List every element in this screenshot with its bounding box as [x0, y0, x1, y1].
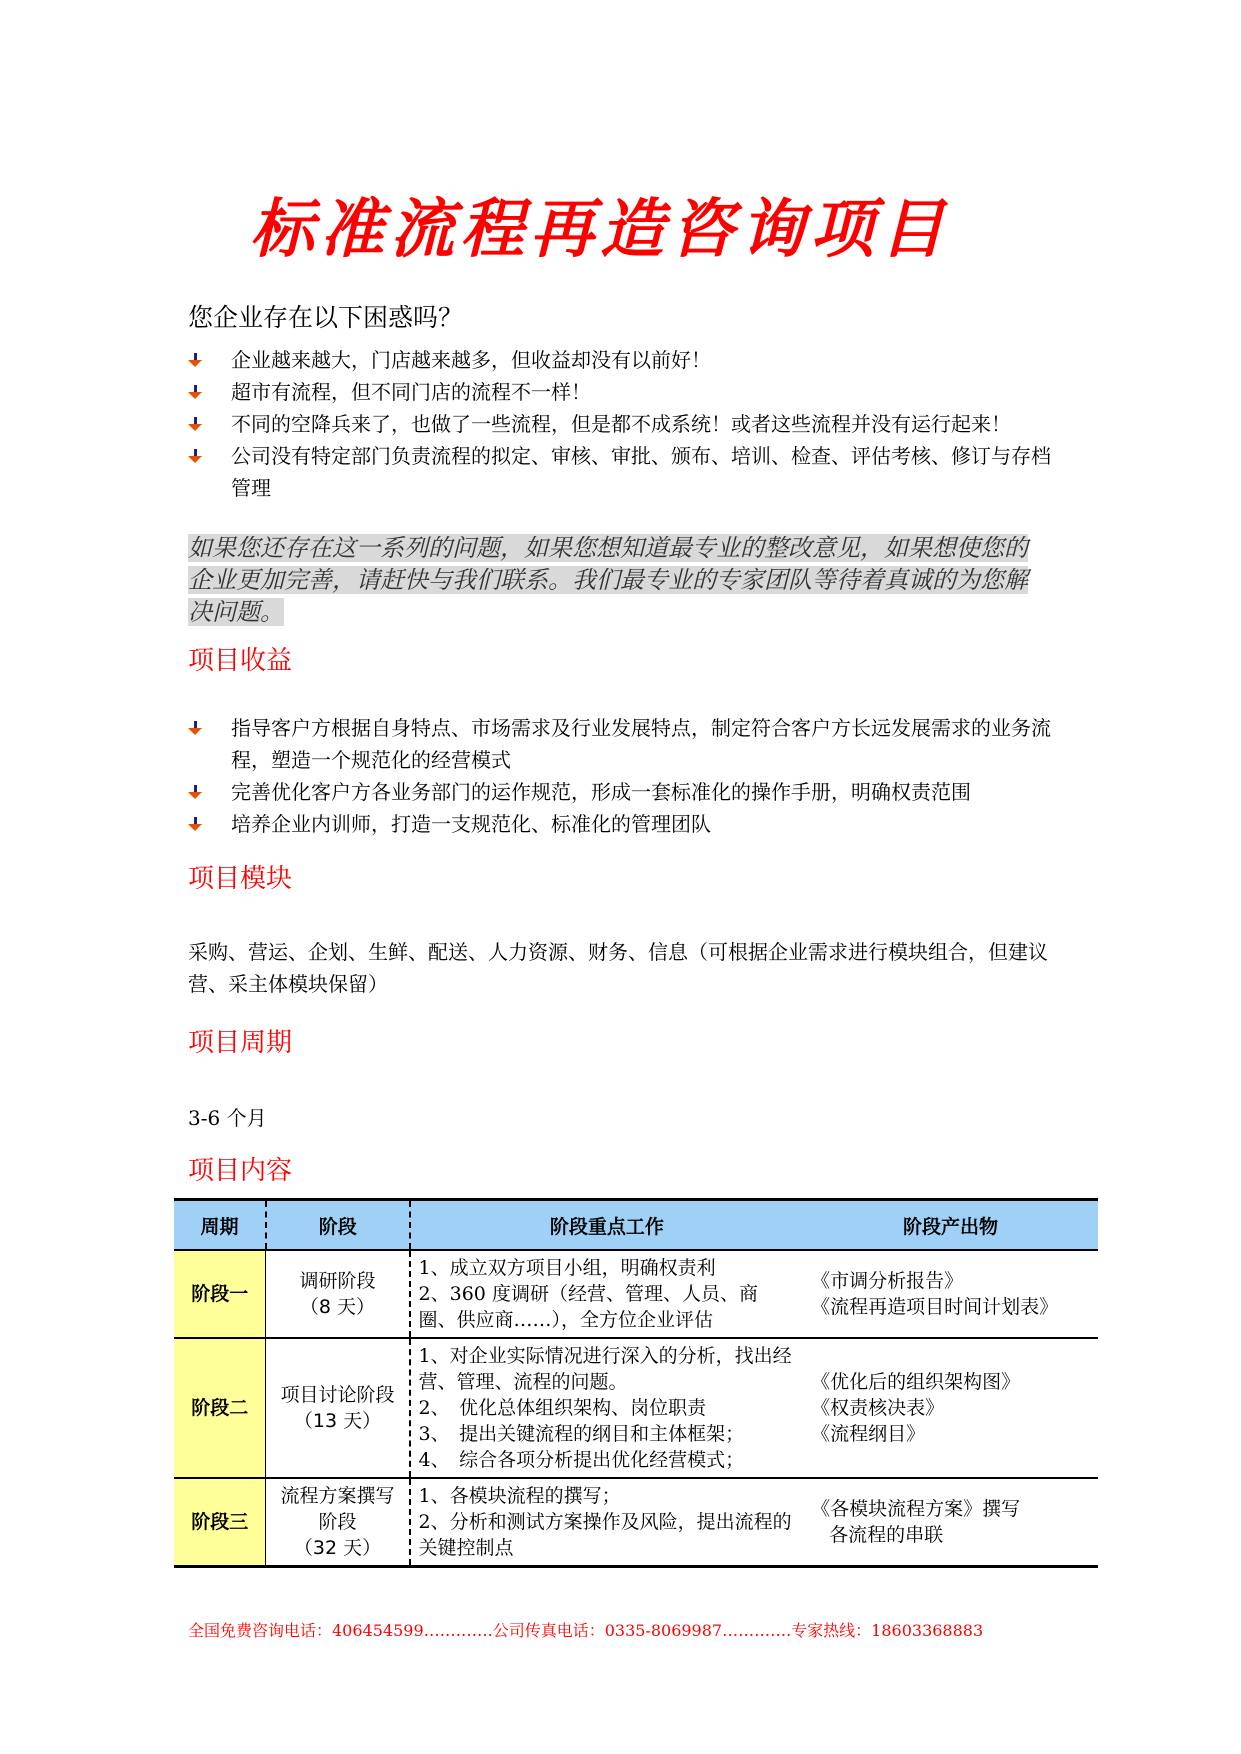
- arrow-bullet-icon: [188, 449, 202, 463]
- callout-text: 如果您还存在这一系列的问题，如果您想知道最专业的整改意见，如果想使您的企业更加完善，请赶快与我们联系。我们最专业的专家团队等待着真诚的为您解决问题。: [188, 534, 1028, 626]
- stage-cell: 阶段一: [174, 1250, 266, 1338]
- benefits-list: [188, 712, 1068, 840]
- arrow-bullet-icon: [188, 721, 202, 735]
- period-text: 3-6 个月: [188, 1106, 267, 1130]
- table-row: [174, 1478, 1098, 1567]
- table-header-row: [174, 1200, 1098, 1251]
- header-phase: 阶段: [266, 1200, 410, 1251]
- arrow-bullet-icon: [188, 417, 202, 431]
- phase-cell: 流程方案撰写阶段 （32 天）: [266, 1478, 410, 1567]
- list-item: 指导客户方根据自身特点、市场需求及行业发展特点，制定符合客户方长远发展需求的业务流程，塑造一个规范化的经营模式: [188, 712, 1068, 776]
- table-row: [174, 1250, 1098, 1338]
- phase-cell: 调研阶段 （8 天）: [266, 1250, 410, 1338]
- table-row: [174, 1338, 1098, 1478]
- arrow-bullet-icon: [188, 353, 202, 367]
- outputs-cell: 《各模块流程方案》撰写 各流程的串联: [803, 1478, 1098, 1567]
- stage-cell: 阶段二: [174, 1338, 266, 1478]
- list-item: 培养企业内训师，打造一支规范化、标准化的管理团队: [188, 808, 1068, 840]
- header-period: 周期: [174, 1200, 266, 1251]
- work-cell: 1、各模块流程的撰写； 2、分析和测试方案操作及风险，提出流程的关键控制点: [410, 1478, 804, 1567]
- contact-footer: 全国免费咨询电话：406454599………….公司传真电话：0335-8069987………….专家热线：18603368883: [188, 1621, 984, 1640]
- period-heading: 项目周期: [188, 1028, 293, 1058]
- stage-cell: 阶段三: [174, 1478, 266, 1567]
- arrow-bullet-icon: [188, 385, 202, 399]
- phase-cell: 项目讨论阶段 （13 天）: [266, 1338, 410, 1478]
- list-item: 企业越来越大，门店越来越多，但收益却没有以前好！: [188, 344, 1068, 376]
- modules-text: 采购、营运、企划、生鲜、配送、人力资源、财务、信息（可根据企业需求进行模块组合，但建议营、采主体模块保留）: [188, 940, 1048, 996]
- work-cell: 1、对企业实际情况进行深入的分析，找出经营、管理、流程的问题。 2、 优化总体组织架构、岗位职责 3、 提出关键流程的纲目和主体框架； 4、 综合各项分析提出优化经营模式；: [410, 1338, 804, 1478]
- work-cell: 1、成立双方项目小组，明确权责利 2、360 度调研（经营、管理、人员、商圈、供应商……），全方位企业评估: [410, 1250, 804, 1338]
- project-content-table: [174, 1198, 1098, 1568]
- problems-list: [188, 344, 1068, 504]
- header-work: 阶段重点工作: [410, 1200, 804, 1251]
- list-item: 公司没有特定部门负责流程的拟定、审核、审批、颁布、培训、检查、评估考核、修订与存档管理: [188, 440, 1068, 504]
- arrow-bullet-icon: [188, 785, 202, 799]
- header-outputs: 阶段产出物: [803, 1200, 1098, 1251]
- list-item: 完善优化客户方各业务部门的运作规范，形成一套标准化的操作手册，明确权责范围: [188, 776, 1068, 808]
- arrow-bullet-icon: [188, 817, 202, 831]
- list-item: 不同的空降兵来了，也做了一些流程，但是都不成系统！或者这些流程并没有运行起来！: [188, 408, 1068, 440]
- outputs-cell: 《优化后的组织架构图》 《权责核决表》 《流程纲目》: [803, 1338, 1098, 1478]
- list-item: 超市有流程，但不同门店的流程不一样！: [188, 376, 1068, 408]
- benefits-heading: 项目收益: [188, 646, 293, 676]
- content-heading: 项目内容: [188, 1156, 293, 1186]
- modules-heading: 项目模块: [188, 864, 293, 894]
- outputs-cell: 《市调分析报告》 《流程再造项目时间计划表》: [803, 1250, 1098, 1338]
- question-heading: 您企业存在以下困惑吗？: [188, 303, 464, 332]
- page-title: 标准流程再造咨询项目: [250, 193, 950, 267]
